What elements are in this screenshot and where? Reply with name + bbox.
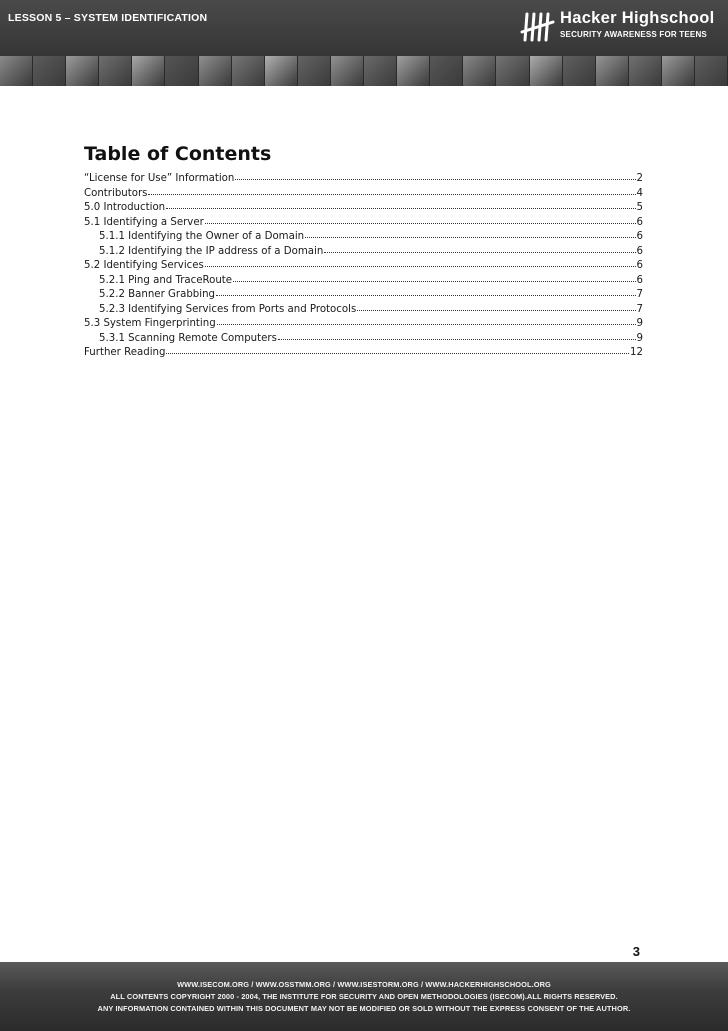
toc-entry[interactable] (84, 333, 643, 348)
toc-entry[interactable] (84, 173, 643, 188)
toc-entry-title: 5.1 Identifying a Server (84, 216, 204, 228)
toc-dot-leader (324, 251, 635, 253)
lesson-title: LESSON 5 – SYSTEM IDENTIFICATION (8, 12, 208, 24)
toc-dot-leader (205, 265, 636, 267)
toc-entry-page: 7 (636, 303, 643, 315)
header-photo (132, 56, 165, 86)
header-photo (430, 56, 463, 86)
toc-entry-title: “License for Use” Information (84, 173, 235, 184)
toc-dot-leader (305, 236, 635, 238)
header-photo (695, 56, 728, 86)
tally-marks-icon (520, 10, 556, 44)
header-photo (232, 56, 265, 86)
footer-copyright: ALL CONTENTS COPYRIGHT 2000 - 2004, THE INSTITUTE FOR SECURITY AND OPEN METHODOLOGIES (ISECOM).ALL RIGHTS RESERVED. (110, 992, 618, 1001)
toc-entry-page: 12 (630, 347, 643, 358)
toc-entry[interactable] (84, 246, 643, 261)
toc-entry-title: 5.2.2 Banner Grabbing (99, 289, 216, 300)
toc-dot-leader (166, 352, 629, 354)
toc-entry-page: 5 (636, 202, 643, 213)
page-number: 3 (632, 944, 640, 959)
hacker-highschool-logo (520, 8, 720, 48)
header-photo (265, 56, 298, 86)
toc-entry[interactable] (84, 188, 643, 203)
toc-entry-title: 5.1.2 Identifying the IP address of a Domain (99, 245, 324, 257)
toc-dot-leader (357, 309, 635, 311)
toc-entry-title: 5.3 System Fingerprinting (84, 318, 216, 329)
toc-entry[interactable] (84, 318, 643, 333)
header-photo (66, 56, 99, 86)
header-photo (165, 56, 198, 86)
table-of-contents (84, 173, 643, 362)
footer-websites: WWW.ISECOM.ORG / WWW.OSSTMM.ORG / WWW.ISESTORM.ORG / WWW.HACKERHIGHSCHOOL.ORG (177, 980, 551, 989)
toc-entry-page: 6 (636, 274, 643, 286)
toc-entry[interactable] (84, 260, 643, 275)
toc-entry-page: 6 (636, 231, 643, 242)
header-photo (0, 56, 33, 86)
toc-heading: Table of Contents (84, 143, 272, 165)
toc-entry-title: 5.0 Introduction (84, 202, 166, 213)
header-photo (662, 56, 695, 86)
toc-dot-leader (166, 207, 635, 209)
page-footer (0, 962, 728, 1031)
header-photo (99, 56, 132, 86)
toc-entry[interactable] (84, 217, 643, 232)
toc-entry-title: 5.1.1 Identifying the Owner of a Domain (99, 231, 305, 242)
toc-dot-leader (205, 222, 636, 224)
toc-entry[interactable] (84, 275, 643, 290)
toc-entry-page: 2 (636, 173, 643, 184)
toc-entry[interactable] (84, 289, 643, 304)
toc-dot-leader (278, 338, 636, 340)
toc-entry-title: 5.2 Identifying Services (84, 260, 204, 271)
toc-dot-leader (217, 323, 636, 325)
logo-name: Hacker Highschool (560, 9, 715, 27)
toc-entry-page: 9 (636, 318, 643, 329)
toc-dot-leader (233, 280, 635, 282)
toc-dot-leader (148, 193, 635, 195)
toc-entry-title: 5.2.1 Ping and TraceRoute (99, 274, 233, 286)
toc-entry-title: Contributors (84, 187, 148, 199)
toc-entry-title: 5.3.1 Scanning Remote Computers (99, 332, 277, 344)
header-photo (331, 56, 364, 86)
header-photo (530, 56, 563, 86)
header-photo (397, 56, 430, 86)
toc-entry-page: 6 (636, 245, 643, 257)
header-photo (33, 56, 66, 86)
toc-entry-page: 9 (636, 332, 643, 344)
header-photo (629, 56, 662, 86)
header-photo (298, 56, 331, 86)
toc-entry-page: 4 (636, 187, 643, 199)
toc-entry-page: 6 (636, 260, 643, 271)
toc-entry-title: Further Reading (84, 347, 166, 358)
photo-strip (0, 56, 728, 86)
header-photo (199, 56, 232, 86)
toc-dot-leader (216, 294, 636, 296)
toc-dot-leader (235, 178, 635, 180)
logo-tagline: SECURITY AWARENESS FOR TEENS (560, 30, 707, 39)
toc-entry[interactable] (84, 347, 643, 362)
page-header (0, 0, 728, 86)
header-photo (596, 56, 629, 86)
toc-entry[interactable] (84, 202, 643, 217)
toc-entry-title: 5.2.3 Identifying Services from Ports and Protocols (99, 303, 357, 315)
toc-entry[interactable] (84, 231, 643, 246)
footer-notice: ANY INFORMATION CONTAINED WITHIN THIS DOCUMENT MAY NOT BE MODIFIED OR SOLD WITHOUT THE EXPRESS CONSENT OF THE AUTHOR. (97, 1004, 631, 1013)
header-photo (463, 56, 496, 86)
toc-entry[interactable] (84, 304, 643, 319)
toc-entry-page: 7 (636, 289, 643, 300)
header-photo (364, 56, 397, 86)
header-photo (496, 56, 529, 86)
header-photo (563, 56, 596, 86)
toc-entry-page: 6 (636, 216, 643, 228)
